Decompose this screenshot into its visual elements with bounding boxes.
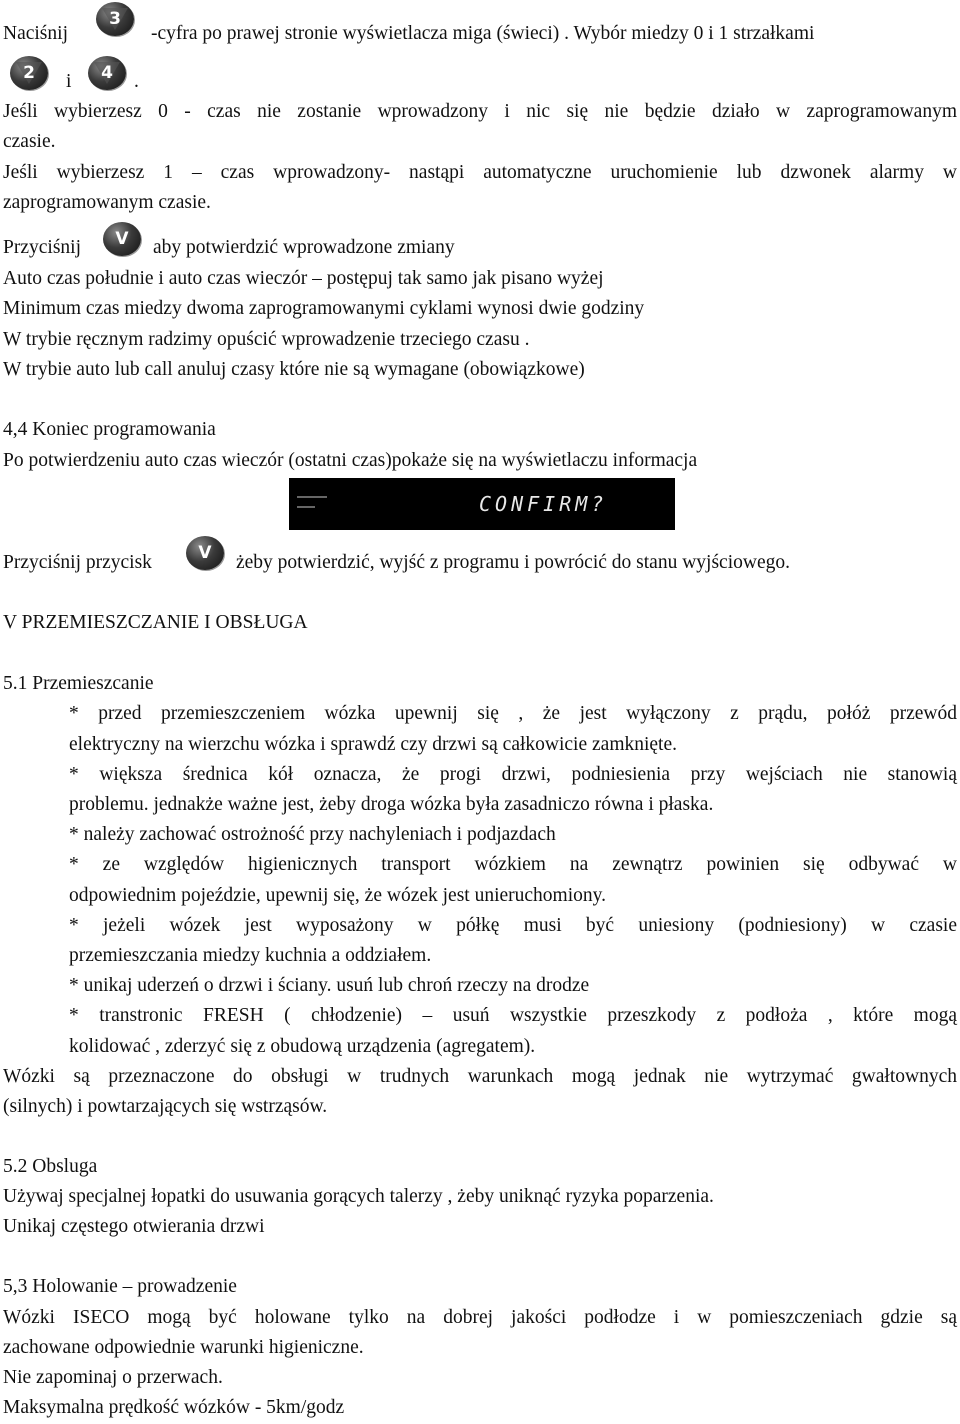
confirm-v-key-icon: V (103, 222, 141, 256)
text-line: W trybie auto lub call anuluj czasy które nie są wymagane (obowiązkowe) (3, 359, 585, 380)
text-line: czasie. (3, 131, 56, 152)
text-line: przemieszczania miedzy kuchnia a oddziałem. (69, 945, 432, 966)
key-2-icon: 2 (10, 56, 48, 90)
chapter-heading: V PRZEMIESZCZANIE I OBSŁUGA (3, 612, 308, 633)
lcd-display-image (289, 478, 675, 530)
text-line: -cyfra po prawej stronie wyświetlacza miga (świeci) . Wybór miedzy 0 i 1 strzałkami (151, 23, 815, 44)
key-4-icon: 4 (88, 56, 126, 90)
section-heading: 5.2 Obsluga (3, 1156, 98, 1177)
text-line: problemu. jednakże ważne jest, żeby droga wózka była zasadniczo równa i płaska. (69, 794, 714, 815)
text-line: Jeśli wybierzesz 0 - czas nie zostanie wprowadzony i nic się nie będzie działo w zaprogramowanym (3, 101, 957, 122)
text-line: Przyciśnij (3, 237, 81, 258)
bullet-item: * unikaj uderzeń o drzwi i ściany. usuń lub chroń rzeczy na drodze (69, 975, 590, 996)
text-line: kolidować , zderzyć się z obudową urządzenia (agregatem). (69, 1036, 536, 1057)
bullet-item: * transtronic FRESH ( chłodzenie) – usuń wszystkie przeszkody z podłoża , które mogą (69, 1005, 957, 1026)
section-heading: 5.1 Przemieszcanie (3, 673, 154, 694)
section-heading: 5,3 Holowanie – prowadzenie (3, 1276, 237, 1297)
text-line: Używaj specjalnej łopatki do usuwania gorących talerzy , żeby uniknąć ryzyka poparzenia. (3, 1186, 714, 1207)
lcd-display-text: CONFIRM? (479, 492, 608, 516)
text-line: . (134, 71, 139, 92)
text-line: Naciśnij (3, 23, 68, 44)
key-3-icon: 3 (96, 2, 134, 36)
text-line: Wózki ISECO mogą być holowane tylko na dobrej jakości podłodze i w pomieszczeniach gdzie są (3, 1307, 957, 1328)
bullet-item: * jeżeli wózek jest wyposażony w półkę musi być uniesiony (podniesiony) w czasie (69, 915, 957, 936)
text-line: i (66, 71, 72, 92)
bullet-item: * przed przemieszczeniem wózka upewnij się , że jest wyłączony z prądu, połóż przewód (69, 703, 957, 724)
bullet-item: * ze względów higienicznych transport wózkiem na zewnątrz powinien się odbywać w (69, 854, 957, 875)
text-line: Przyciśnij przycisk (3, 552, 152, 573)
text-line: Wózki są przeznaczone do obsługi w trudnych warunkach mogą jednak nie wytrzymać gwałtownych (3, 1066, 957, 1087)
text-line: zachowane odpowiednie warunki higieniczne. (3, 1337, 364, 1358)
text-line: Auto czas południe i auto czas wieczór – postępuj tak samo jak pisano wyżej (3, 268, 604, 289)
text-line: aby potwierdzić wprowadzone zmiany (153, 237, 455, 258)
text-line: Maksymalna prędkość wózków - 5km/godz (3, 1397, 345, 1418)
text-line: Po potwierdzeniu auto czas wieczór (ostatni czas)pokaże się na wyświetlaczu informacja (3, 450, 698, 471)
text-line: Jeśli wybierzesz 1 – czas wprowadzony- nastąpi automatyczne uruchomienie lub dzwonek alarmy w (3, 162, 957, 183)
text-line: elektryczny na wierzchu wózka i sprawdź czy drzwi są całkowicie zamknięte. (69, 734, 678, 755)
bullet-item: * należy zachować ostrożność przy nachyleniach i podjazdach (69, 824, 556, 845)
text-line: zaprogramowanym czasie. (3, 192, 211, 213)
bullet-item: * większa średnica kół oznacza, że progi drzwi, podniesienia przy wejściach nie stanowią (69, 764, 957, 785)
text-line: Unikaj częstego otwierania drzwi (3, 1216, 265, 1237)
text-line: W trybie ręcznym radzimy opuścić wprowadzenie trzeciego czasu . (3, 329, 530, 350)
text-line: Nie zapominaj o przerwach. (3, 1367, 223, 1388)
text-line: Minimum czas miedzy dwoma zaprogramowanymi cyklami wynosi dwie godziny (3, 298, 645, 319)
text-line: odpowiednim pojeździe, upewnij się, że wózek jest unieruchomiony. (69, 885, 607, 906)
text-line: żeby potwierdzić, wyjść z programu i powrócić do stanu wyjściowego. (236, 552, 790, 573)
confirm-v-key-icon: V (186, 536, 224, 570)
text-line: (silnych) i powtarzających się wstrząsów. (3, 1096, 328, 1117)
section-heading: 4,4 Koniec programowania (3, 419, 216, 440)
